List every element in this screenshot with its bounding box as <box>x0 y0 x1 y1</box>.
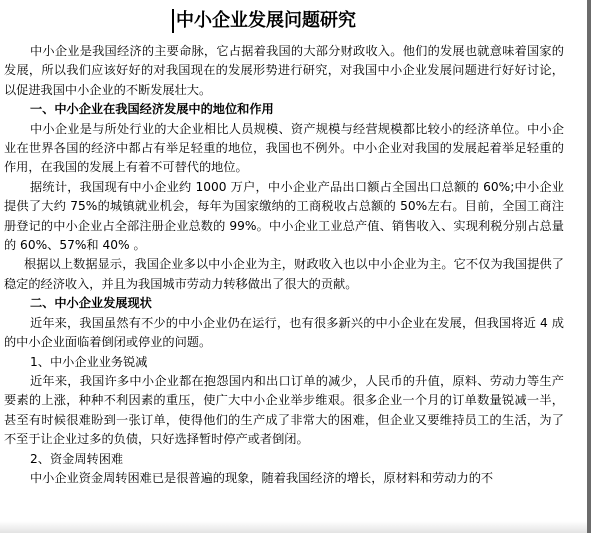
text-cursor <box>172 9 174 33</box>
page-right-edge <box>587 0 591 533</box>
paragraph-cash-flow: 中小企业资金周转困难已是很普遍的现象，随着我国经济的增长，原材料和劳动力的不 <box>30 470 494 485</box>
paragraph-business-decline: 近年来，我国许多中小企业都在抱怨国内和出口订单的减少，人民币的升值，原料、劳动力等生产要素的上涨，种种不利因素的重压，使广大中小企业举步维艰。很多企业一个月的订单数量锐减一半，甚至有时候很难盼到一张订单，使得他们的生产成了非常大的困难，但企业又要维持员工的生活，为了不至于让企业过多的负债，只好选择暂时停产或者倒闭。 <box>4 373 564 447</box>
section-heading-2: 二、中小企业发展现状 <box>30 296 152 311</box>
document-body <box>4 42 564 488</box>
subheading-cash-flow: 2、资金周转困难 <box>30 451 124 466</box>
paragraph-intro: 中小企业是我国经济的主要命脉，它占据着我国的大部分财政收入。他们的发展也就意味着国家的发展，所以我们应该好好的对我国现在的发展形势进行研究，对我国中小企业发展问题进行好好讨论，以促进我国中小企业的不断发展壮大。 <box>4 44 564 97</box>
page-bottom-shade <box>0 521 587 533</box>
paragraph-conclusion: 根据以上数据显示，我国企业多以中小企业为主，财政收入也以中小企业为主。它不仅为我国提供了稳定的经济收入，并且为我国城市劳动力转移做出了很大的贡献。 <box>4 257 564 291</box>
section-heading-1: 一、中小企业在我国经济发展中的地位和作用 <box>30 102 274 117</box>
document-title: 中小企业发展问题研究 <box>176 10 356 31</box>
paragraph-status: 近年来，我国虽然有不少的中小企业仍在运行，也有很多新兴的中小企业在发展，但我国将近 4 成的中小企业面临着倒闭或停业的问题。 <box>4 315 564 350</box>
paragraph-definition: 中小企业是与所处行业的大企业相比人员规模、资产规模与经营规模都比较小的经济单位。中小企业在世界各国的经济中都占有举足轻重的地位，我国也不例外。中小企业对我国的发展起着举足轻重的作用，在我国的发展上有着不可替代的地位。 <box>4 121 564 175</box>
subheading-business-decline: 1、中小企业业务锐减 <box>30 354 148 369</box>
paragraph-statistics: 据统计，我国现有中小企业约 1000 万户，中小企业产品出口额占全国出口总额的 60%;中小企业提供了大约 75%的城镇就业机会，每年为国家缴纳的工商税收占总额的 50%左右。目前，全国工商注册登记的中小企业占全部注册企业总数的 99%。中小企业工业总产值、销售收入、实现利税分别占总量的 60%、57%和 40% 。 <box>4 179 564 253</box>
